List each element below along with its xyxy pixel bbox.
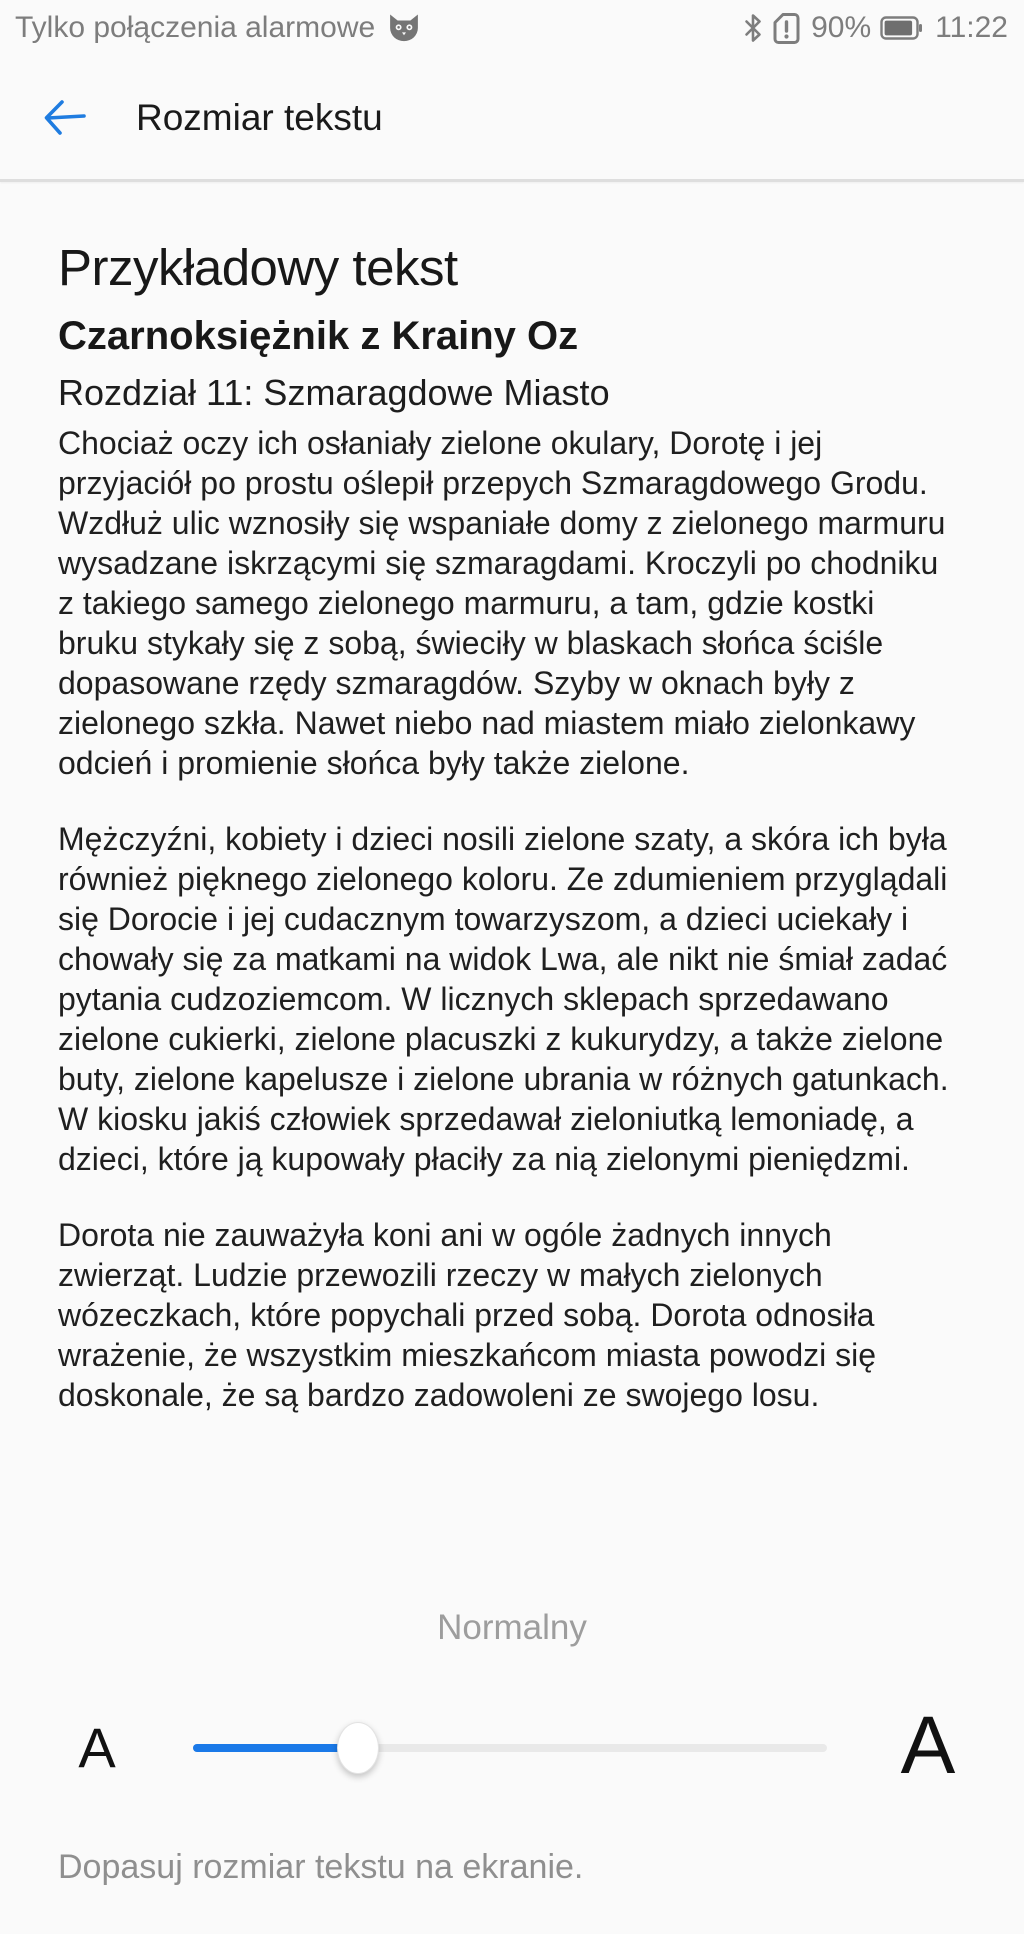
sample-paragraph-3: Dorota nie zauważyła koni ani w ogóle żadnych innych zwierząt. Ludzie przewozili rzeczy w małych zielonych wózeczkach, które popychali przed sobą. Dorota odnosiła wrażenie, że wszystkim mieszkańcom miasta powodzi się doskonale, że są bardzo zadowoleni ze swojego losu. bbox=[58, 1217, 877, 1413]
status-bar-left bbox=[15, 11, 421, 45]
battery-percent-text: 90% bbox=[811, 11, 872, 44]
sim-alert-icon bbox=[773, 12, 800, 45]
carrier-status-text: Tylko połączenia alarmowe bbox=[15, 11, 376, 44]
large-text-sample-letter: A bbox=[900, 1700, 956, 1792]
status-bar bbox=[0, 0, 1024, 56]
chapter-title: Rozdział 11: Szmaragdowe Miasto bbox=[58, 372, 610, 413]
status-bar-right bbox=[742, 11, 1008, 45]
book-title: Czarnoksiężnik z Krainy Oz bbox=[58, 314, 579, 358]
bluetooth-icon bbox=[742, 12, 764, 44]
current-size-label: Normalny bbox=[437, 1608, 587, 1647]
app-header bbox=[0, 56, 1024, 180]
small-text-sample-letter: A bbox=[78, 1715, 116, 1779]
text-size-slider-track[interactable] bbox=[193, 1744, 827, 1752]
back-arrow-icon bbox=[38, 95, 90, 141]
back-button[interactable] bbox=[38, 95, 90, 141]
text-size-hint: Dopasuj rozmiar tekstu na ekranie. bbox=[58, 1848, 584, 1886]
battery-icon bbox=[880, 16, 922, 40]
sample-paragraph-2: Mężczyźni, kobiety i dzieci nosili zielone szaty, a skóra ich była również pięknego zielonego koloru. Ze zdumieniem przyglądali się Dorocie i jej cudacznym towarzyszom, a dzieci uciekały i chowały się za matkami na widok Lwa, ale nikt nie śmiał zadać pytania cudzoziemcom. W licznych sklepach sprzedawano zielone cukierki, zielone placuszki z kukurydzy, a także zielone buty, zielone kapelusze i zielone ubrania w różnych gatunkach. W kiosku jakiś człowiek sprzedawał zieloniutką lemoniadę, a dzieci, które ją kupowały płaciły za nią zielonymi pieniędzmi. bbox=[58, 821, 949, 1177]
do-not-disturb-owl-icon bbox=[387, 13, 421, 43]
text-size-slider-fill bbox=[193, 1744, 358, 1752]
sample-text-area bbox=[0, 182, 1024, 1415]
page-title: Rozmiar tekstu bbox=[136, 97, 383, 138]
sample-paragraph-1: Chociaż oczy ich osłaniały zielone okulary, Dorotę i jej przyjaciół po prostu oślepił przepych Szmaragdowego Grodu. Wzdłuż ulic wznosiły się wspaniałe domy z zielonego marmuru wysadzane iskrzącymi się szmaragdami. Kroczyli po chodniku z takiego samego zielonego marmuru, a tam, gdzie kostki bruku stykały się z sobą, świeciły w blaskach słońca ściśle dopasowane rzędy szmaragdów. Szyby w oknach były z zielonego szkła. Nawet niebo nad miastem miało zielonkawy odcień i promienie słońca były także zielone. bbox=[58, 425, 946, 781]
text-size-slider-thumb[interactable] bbox=[337, 1722, 379, 1774]
clock-text: 11:22 bbox=[935, 11, 1008, 44]
sample-text-heading: Przykładowy tekst bbox=[58, 239, 458, 296]
